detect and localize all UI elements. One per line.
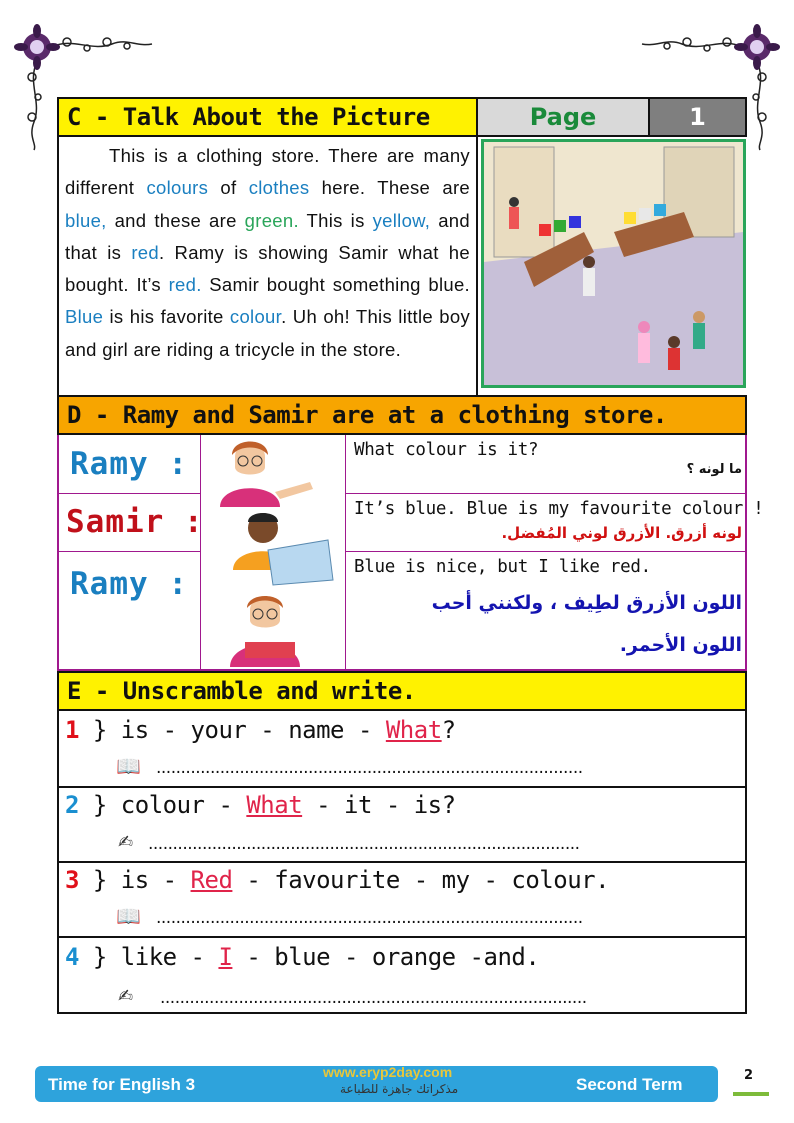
footer-arabic-tagline: مذكراتك جاهزة للطباعة: [340, 1082, 459, 1096]
story-segment: This is: [298, 209, 373, 231]
answer-line-1[interactable]: .......................................................................................: [156, 758, 583, 778]
story-segment: Samir bought something blue.: [201, 274, 470, 296]
clothing-store-picture: [481, 139, 746, 388]
story-segment: red: [131, 241, 159, 263]
page-label: Page: [478, 97, 650, 137]
section-d-title: D - Ramy and Samir are at a clothing store.: [57, 395, 747, 435]
dialogue-ar-2: لونه أزرق. الأزرق لوني المُفضل.: [501, 524, 742, 542]
book-icon: 📖: [116, 904, 141, 928]
page-number: 1: [650, 97, 747, 137]
section-e-title: E - Unscramble and write.: [57, 671, 747, 711]
story-segment: clothes: [248, 177, 310, 199]
page-number-underline: [733, 1092, 769, 1096]
speaker-ramy-2: Ramy :: [70, 566, 188, 602]
story-segment: Blue: [65, 306, 104, 328]
footer-page-number: 2: [744, 1068, 754, 1083]
question-3: 3 } is - Red - favourite - my - colour.: [65, 866, 610, 894]
dialogue-en-2: It’s blue. Blue is my favourite colour !: [354, 499, 764, 519]
question-1: 1 } is - your - name - What?: [65, 716, 456, 744]
story-segment: This is a clothing store. There are many different: [65, 145, 470, 199]
ramy-illustration-1: [210, 437, 330, 507]
story-segment: is his favorite: [103, 306, 230, 328]
answer-line-3[interactable]: .......................................................................................: [156, 908, 583, 928]
story-segment: . Uh oh! This little boy and girl are riding a tricycle in the store.: [65, 306, 470, 360]
footer-book-title: Time for English 3: [48, 1075, 196, 1094]
story-segment: yellow,: [372, 209, 431, 231]
story-segment: colours: [146, 177, 209, 199]
story-segment: green.: [244, 209, 299, 231]
speaker-samir: Samir :: [66, 504, 204, 540]
answer-line-2[interactable]: ........................................................................................: [148, 834, 580, 854]
pencil-icon: ✍: [118, 986, 134, 1007]
dialogue-ar-3: اللون الأزرق لطِيف ، ولكنني أحب اللون الأحمر.: [431, 592, 742, 656]
story-segment: red.: [168, 274, 202, 296]
footer-term: Second Term: [576, 1075, 683, 1094]
footer-url[interactable]: www.eryp2day.com: [323, 1064, 453, 1080]
question-4: 4 } like - I - blue - orange -and.: [65, 943, 540, 971]
story-segment: and that is: [65, 209, 470, 263]
story-segment: colour: [229, 306, 282, 328]
story-segment: here. These are: [309, 177, 470, 199]
story-segment: . Ramy is showing Samir what he bought. It’s: [65, 241, 470, 296]
section-c-title: C - Talk About the Picture: [57, 97, 478, 137]
samir-illustration: [218, 510, 338, 590]
book-icon: 📖: [116, 754, 141, 778]
pencil-icon: ✍: [118, 832, 134, 853]
story-segment: blue,: [65, 209, 107, 231]
story-segment: of: [208, 177, 249, 199]
answer-line-4[interactable]: .......................................................................................: [160, 988, 587, 1008]
ramy-illustration-2: [220, 592, 340, 667]
dialogue-ar-1: ما لونه ؟: [686, 462, 742, 477]
story-paragraph: [65, 140, 470, 366]
speaker-ramy-1: Ramy :: [70, 446, 188, 482]
dialogue-en-3: Blue is nice, but I like red.: [354, 557, 651, 577]
dialogue-en-1: What colour is it?: [354, 440, 539, 460]
story-segment: and these are: [106, 209, 245, 231]
question-2: 2 } colour - What - it - is?: [65, 791, 456, 819]
